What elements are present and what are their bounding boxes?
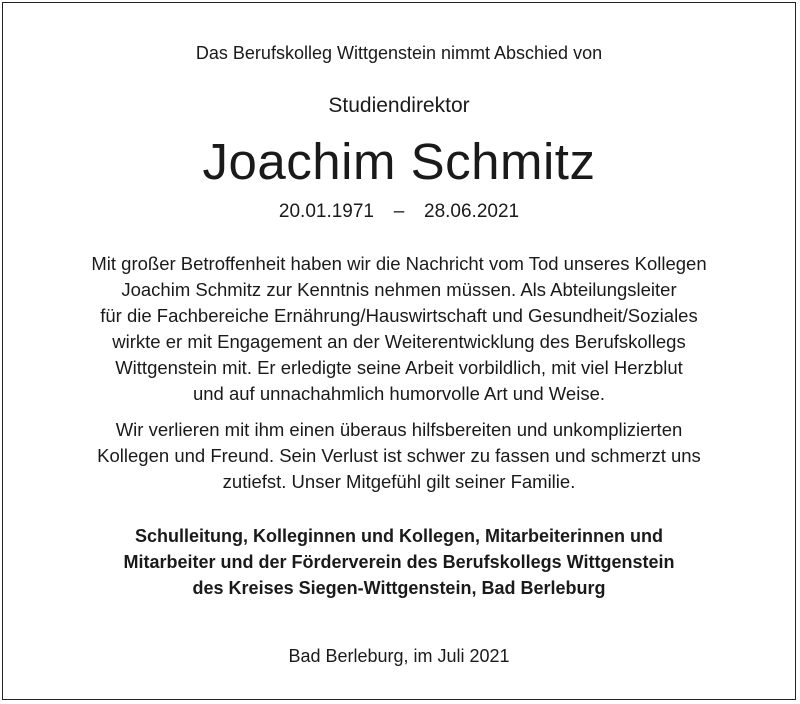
academic-title: Studiendirektor [328,94,470,117]
signature-line: Schulleitung, Kolleginnen und Kollegen, Mitarbeiterinnen und [134,526,663,546]
paragraph-line: wirkte er mit Engagement an der Weiterentwicklung des Berufskollegs [112,331,686,352]
deceased-name: Joachim Schmitz [202,133,596,190]
paragraph-line: Wittgenstein mit. Er erledigte seine Arbeit vorbildlich, mit viel Herzblut [115,357,683,378]
signature-line: Mitarbeiter und der Förderverein des Berufskollegs Wittgenstein [123,552,675,572]
paragraph-line: Joachim Schmitz zur Kenntnis nehmen müssen. Als Abteilungsleiter [121,279,677,300]
obituary-notice [2,2,796,700]
life-dates [3,199,795,225]
date-separator: – [393,201,405,222]
birth-date: 20.01.1971 [278,201,374,222]
paragraph-line: für die Fachbereiche Ernährung/Hauswirtschaft und Gesundheit/Soziales [100,305,698,326]
place-and-date: Bad Berleburg, im Juli 2021 [288,646,510,666]
paragraph-line: Wir verlieren mit ihm einen überaus hilfsbereiten und unkomplizierten [115,419,683,440]
intro-text: Das Berufskolleg Wittgenstein nimmt Abschied von [195,43,603,63]
paragraph-line: zutiefst. Unser Mitgefühl gilt seiner Familie. [222,471,576,492]
signature-line: des Kreises Siegen-Wittgenstein, Bad Berleburg [192,578,606,598]
paragraph-line: und auf unnachahmlich humorvolle Art und Weise. [192,383,606,404]
paragraph-line: Mit großer Betroffenheit haben wir die Nachricht vom Tod unseres Kollegen [91,253,707,274]
paragraph-line: Kollegen und Freund. Sein Verlust ist schwer zu fassen und schmerzt uns [97,445,701,466]
death-date: 28.06.2021 [424,201,520,222]
